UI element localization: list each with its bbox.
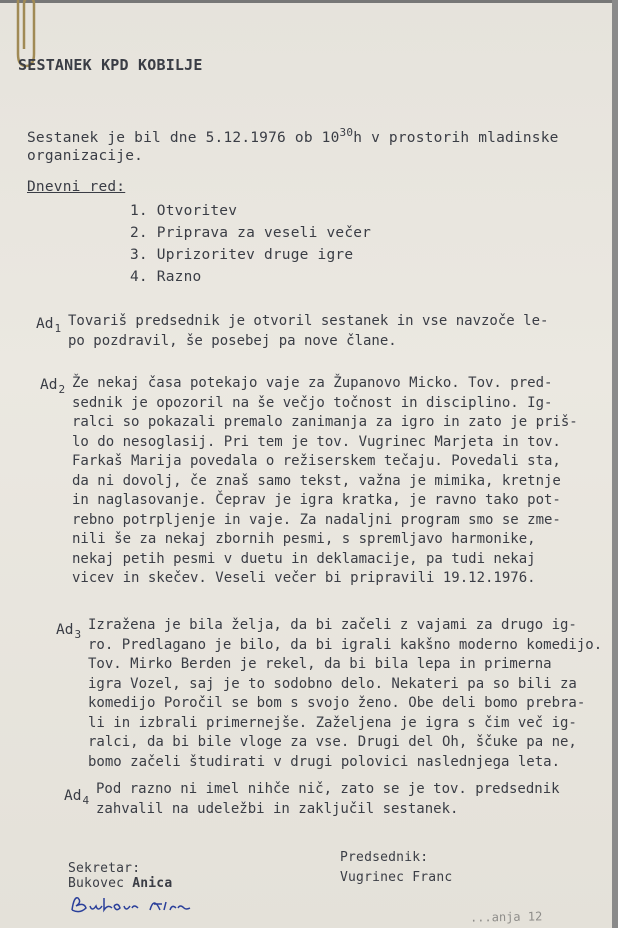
president-name: Vugrinec Franc	[340, 870, 453, 885]
point-4-text: Pod razno ni imel nihče nič, zato se je tov. predsednik zahvalil na udeležbi in zaključil sestanek.	[96, 781, 560, 817]
president-label: Predsednik:	[340, 850, 429, 865]
point-label-1: $Ad_1$	[36, 316, 62, 335]
page-top-edge	[0, 0, 618, 3]
intro-line-1: Sestanek je bil dne 5.12.1976 ob $10^{30}h$ v prostorih mladinske	[27, 126, 559, 146]
agenda-item: 1. Otvoritev	[130, 203, 238, 219]
point-label-4: $Ad_4$	[64, 788, 90, 807]
intro-line-2: organizacije.	[27, 148, 144, 164]
point-1-text: Tovariš predsednik je otvoril sestanek in vse navzoče le- po pozdravil, še posebej pa nove člane.	[68, 313, 549, 349]
secretary-handwritten-signature	[68, 888, 198, 920]
agenda-item: 3. Uprizoritev druge igre	[130, 247, 354, 263]
document-title: SESTANEK KPD KOBILJE	[18, 56, 203, 74]
secretary-label: Sekretar:	[68, 861, 141, 876]
point-label-3: $Ad_3$	[56, 622, 82, 641]
page-right-edge	[612, 0, 618, 928]
secretary-name: Bukovec Anica	[68, 876, 173, 891]
agenda-item: 4. Razno	[130, 269, 202, 285]
point-label-2: $Ad_2$	[40, 377, 66, 396]
agenda-item: 2. Priprava za veseli večer	[130, 225, 372, 241]
point-2-text: Že nekaj časa potekajo vaje za Županovo Micko. Tov. pred- sednik je opozoril na še večjo točnost in disciplino. Ig- ralci so pokazali premalo zanimanja za igro in zato je priš- lo do nesoglasij. Pri tem je tov. Vugrinec Marjeta in tov. Farkaš Marija povedala o režiserskem tečaju. Povedali sta, da ni dovolj, če znaš samo tekst, važna je mimika, kretnje in naglasovanje. Čeprav je igra kratka, je ravno tako pot- rebno potrpljenje in vaje. Za nadaljni program smo se zme- nili še za nekaj zbornih pesmi, s spremljavo harmonike, nekaj petih pesmi v duetu in deklamacije, pa tudi nekaj vicev in skečev. Veseli večer bi pripravili 19.12.1976.	[72, 375, 578, 586]
agenda-heading: Dnevni red:	[27, 179, 126, 195]
point-3-text: Izražena je bila želja, da bi začeli z vajami za drugo ig- ro. Predlagano je bilo, da bi igrali kakšno moderno komedijo. Tov. Mirko Berden je rekel, da bi bila lepa in primerna igra Vozel, saj je to sodobno delo. Nekateri pa so bili za komedijo Poročil se bom s svojo ženo. Obe deli bomo prebra- li in izbrali primernejše. Zaželjena je igra s čim več ig- ralci, da bi bile vloge za vse. Drugi del Oh, ščuke pa ne, bomo začeli študirati v drugi polovici naslednjega leta.	[88, 617, 603, 770]
bleed-through-text: ...anja 12	[469, 909, 543, 925]
